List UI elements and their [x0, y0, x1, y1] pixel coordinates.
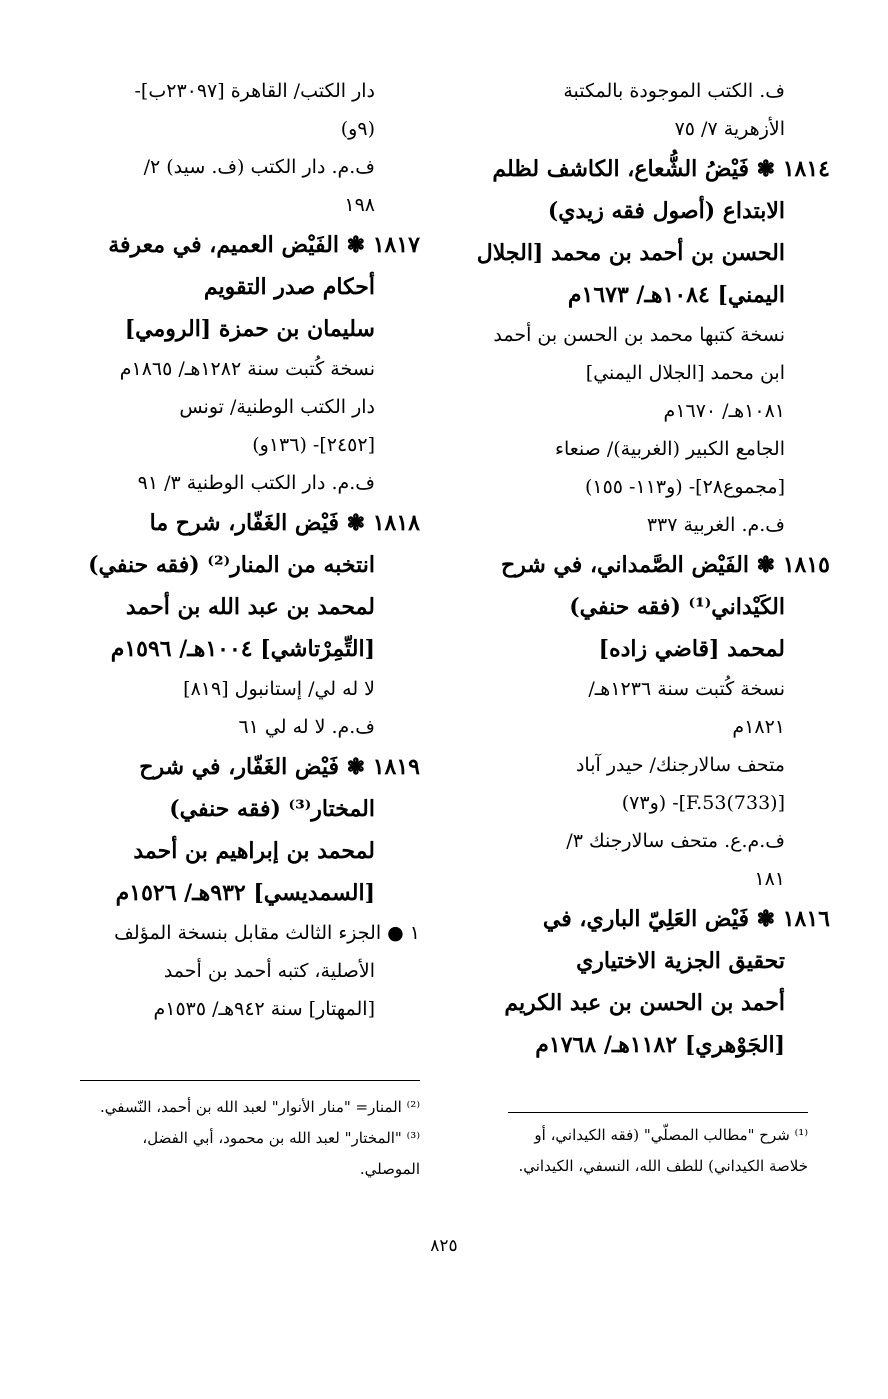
footnote-line: ⁽³⁾ "المختار" لعبد الله بن محمود، أبي الفضل،	[142, 1129, 420, 1147]
right-column-line: ف. الكتب الموجودة بالمكتبة	[563, 80, 785, 102]
right-column-line: [F.53(733)]- (و٧٣)	[621, 792, 785, 814]
left-column-line: الأصلية، كتبه أحمد بن أحمد	[163, 960, 375, 982]
right-column-line: ف.م.ع. متحف سالارجنك ٣/	[566, 830, 785, 852]
right-column-line: ف.م. الغربية ٣٣٧	[646, 514, 785, 536]
right-column-line: لمحمد [قاضي زاده]	[598, 636, 785, 662]
right-column-line: ١٨١٦ ❃ فَيْض العَلِيّ الباري، في	[542, 906, 830, 932]
right-column-line: الحسن بن أحمد بن محمد [الجلال	[476, 240, 785, 266]
left-column-line: لا له لي/ إستانبول [٨١٩]	[183, 678, 375, 700]
left-column-line: أحكام صدر التقويم	[203, 274, 375, 300]
left-column-line: دار الكتب الوطنية/ تونس	[179, 396, 375, 418]
left-column-line: ١٨١٧ ❃ الفَيْض العميم، في معرفة	[108, 232, 420, 258]
right-column-line: ابن محمد [الجلال اليمني]	[585, 362, 785, 384]
left-column-line: دار الكتب/ القاهرة [٢٣٠٩٧ب]-	[134, 80, 375, 102]
footnote-line: الموصلي.	[359, 1160, 420, 1178]
footnote-line: ⁽¹⁾ شرح "مطالب المصلّي" (فقه الكيداني، أو	[534, 1126, 808, 1144]
left-column-line: ١ ● الجزء الثالث مقابل بنسخة المؤلف	[114, 922, 420, 944]
footnote-line: خلاصة الكيداني) للطف الله، النسفي، الكيداني.	[518, 1157, 808, 1175]
right-column-line: [مجموع٢٨]- (و١١٣- ١٥٥)	[584, 476, 785, 498]
footnote-divider-left	[80, 1080, 420, 1081]
right-column-line: اليمني] ١٠٨٤هـ/ ١٦٧٣م	[567, 282, 785, 308]
left-column-line: لمحمد بن إبراهيم بن أحمد	[133, 838, 375, 864]
right-column-line: ١٨٢١م	[732, 716, 785, 738]
right-column-line: متحف سالارجنك/ حيدر آباد	[575, 754, 785, 776]
right-column	[450, 72, 830, 1066]
left-column-line: انتخبه من المنار⁽²⁾ (فقه حنفي)	[88, 552, 375, 578]
left-column-line: ف.م. دار الكتب الوطنية ٣/ ٩١	[137, 472, 375, 494]
left-column-line: [المهتار] سنة ٩٤٢هـ/ ١٥٣٥م	[153, 998, 375, 1020]
footnotes-right	[468, 1120, 808, 1182]
left-column-line: ف.م. لا له لي ٦١	[238, 716, 375, 738]
right-column-line: الجامع الكبير (الغربية)/ صنعاء	[555, 438, 785, 460]
right-column-line: ١٨١٤ ❃ فَيْضُ الشُّعاع، الكاشف لظلم	[492, 156, 830, 182]
right-column-line: ١٨١	[754, 868, 785, 890]
right-column-line: نسخة كتبها محمد بن الحسن بن أحمد	[493, 324, 785, 346]
left-column-line: نسخة كُتبت سنة ١٢٨٢هـ/ ١٨٦٥م	[119, 358, 375, 380]
right-column-line: الكَيْداني⁽¹⁾ (فقه حنفي)	[569, 594, 785, 620]
right-column-line: ١٠٨١هـ/ ١٦٧٠م	[663, 400, 785, 422]
page-number: ٨٢٥	[430, 1236, 458, 1256]
right-column-line: نسخة كُتبت سنة ١٢٣٦هـ/	[588, 678, 785, 700]
right-column-line: تحقيق الجزية الاختياري	[576, 948, 785, 974]
left-column-line: ١٨١٨ ❃ فَيْض الغَفّار، شرح ما	[149, 510, 420, 536]
right-column-line: الأزهرية ٧/ ٧٥	[674, 118, 785, 140]
left-column-line: [٢٤٥٢]- (١٣٦و)	[252, 434, 375, 456]
footnotes-left	[55, 1092, 420, 1185]
left-column-line: [التِّمِرْتاشي] ١٠٠٤هـ/ ١٥٩٦م	[110, 636, 375, 662]
left-column-line: (٩و)	[340, 118, 375, 140]
left-column-line: ١٨١٩ ❃ فَيْض الغَفّار، في شرح	[139, 754, 420, 780]
left-column	[55, 72, 420, 1028]
left-column-line: المختار⁽³⁾ (فقه حنفي)	[169, 796, 375, 822]
left-column-line: سليمان بن حمزة [الرومي]	[124, 316, 375, 342]
left-column-line: ١٩٨	[344, 194, 375, 216]
footnote-line: ⁽²⁾ المنار= "منار الأنوار" لعبد الله بن أحمد، النّسفي.	[100, 1098, 420, 1116]
left-column-line: ف.م. دار الكتب (ف. سيد) ٢/	[143, 156, 375, 178]
right-column-line: ١٨١٥ ❃ الفَيْض الصَّمداني، في شرح	[501, 552, 830, 578]
right-column-line: الابتداع (أصول فقه زيدي)	[547, 198, 785, 224]
right-column-line: [الجَوْهري] ١١٨٢هـ/ ١٧٦٨م	[535, 1032, 785, 1058]
footnote-divider-right	[508, 1112, 808, 1113]
left-column-line: لمحمد بن عبد الله بن أحمد	[125, 594, 375, 620]
left-column-line: [السمديسي] ٩٣٢هـ/ ١٥٢٦م	[115, 880, 375, 906]
right-column-line: أحمد بن الحسن بن عبد الكريم	[504, 990, 785, 1016]
